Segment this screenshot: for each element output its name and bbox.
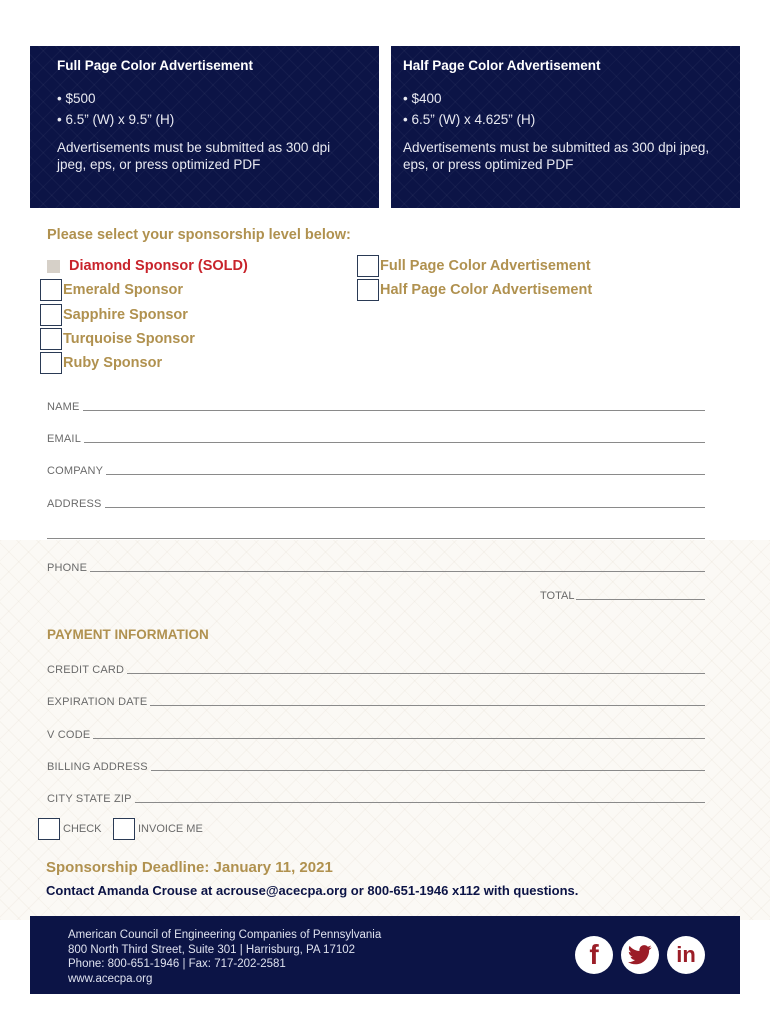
half-page-ad-size: • 6.5” (W) x 4.625” (H) <box>403 112 536 127</box>
option-label: Full Page Color Advertisement <box>380 258 591 274</box>
email-input-line[interactable] <box>84 442 705 443</box>
sponsorship-heading: Please select your sponsorship level below: <box>47 227 351 243</box>
vcode-input-line[interactable] <box>93 738 705 739</box>
expiration-field[interactable] <box>47 692 705 708</box>
option-full-page-ad[interactable] <box>357 255 591 277</box>
full-page-ad-size: • 6.5” (W) x 9.5” (H) <box>57 112 175 127</box>
option-label: INVOICE ME <box>138 823 203 835</box>
half-page-ad-note: Advertisements must be submitted as 300 dpi jpeg, eps, or press optimized PDF <box>403 140 710 172</box>
field-label: NAME <box>47 401 80 413</box>
field-label: EXPIRATION DATE <box>47 696 148 708</box>
field-label: COMPANY <box>47 465 104 477</box>
field-label: EMAIL <box>47 433 82 445</box>
check-checkbox[interactable] <box>38 818 60 840</box>
field-label: TOTAL <box>540 590 575 602</box>
field-label: ADDRESS <box>47 498 102 510</box>
invoice-checkbox[interactable] <box>113 818 135 840</box>
twitter-bird-icon <box>628 944 652 966</box>
company-field[interactable] <box>47 461 705 477</box>
option-diamond <box>43 255 248 277</box>
field-label: BILLING ADDRESS <box>47 761 148 773</box>
option-turquoise[interactable] <box>40 328 195 350</box>
half-page-ad-box <box>391 46 740 208</box>
field-label: V CODE <box>47 729 91 741</box>
option-invoice[interactable] <box>113 818 203 840</box>
footer <box>30 916 740 994</box>
company-input-line[interactable] <box>106 474 705 475</box>
payment-heading: PAYMENT INFORMATION <box>47 627 209 642</box>
name-input-line[interactable] <box>83 410 705 411</box>
half-page-ad-checkbox[interactable] <box>357 279 379 301</box>
half-page-ad-price: • $400 <box>403 91 442 106</box>
full-page-ad-price: • $500 <box>57 91 96 106</box>
facebook-icon[interactable]: f <box>575 936 613 974</box>
vcode-field[interactable] <box>47 725 705 741</box>
linkedin-icon[interactable]: in <box>667 936 705 974</box>
email-field[interactable] <box>47 429 705 445</box>
option-check[interactable] <box>38 818 102 840</box>
address-field[interactable] <box>47 494 705 510</box>
full-page-ad-title: Full Page Color Advertisement <box>57 58 254 73</box>
option-sapphire[interactable] <box>40 304 188 326</box>
option-label: Turquoise Sponsor <box>63 331 195 347</box>
credit-card-field[interactable] <box>47 660 705 676</box>
field-label: CREDIT CARD <box>47 664 125 676</box>
option-ruby[interactable] <box>40 352 162 374</box>
field-label: CITY STATE ZIP <box>47 793 132 805</box>
footer-org: American Council of Engineering Companies of Pennsylvania <box>68 929 382 941</box>
emerald-checkbox[interactable] <box>40 279 62 301</box>
phone-field[interactable] <box>47 558 705 574</box>
option-half-page-ad[interactable] <box>357 279 592 301</box>
footer-web[interactable]: www.acecpa.org <box>68 972 153 985</box>
billing-address-field[interactable] <box>47 757 705 773</box>
field-label: PHONE <box>47 562 88 574</box>
social-links <box>575 936 705 974</box>
footer-phone: Phone: 800-651-1946 | Fax: 717-202-2581 <box>68 958 286 970</box>
full-page-ad-box <box>30 46 379 208</box>
billing-input-line[interactable] <box>151 770 705 771</box>
option-label: CHECK <box>63 823 102 835</box>
address-line-2[interactable] <box>47 538 705 539</box>
full-page-ad-checkbox[interactable] <box>357 255 379 277</box>
option-label: Emerald Sponsor <box>63 282 184 298</box>
address-input-line[interactable] <box>105 507 705 508</box>
sapphire-checkbox[interactable] <box>40 304 62 326</box>
city-state-zip-field[interactable] <box>47 789 705 805</box>
ruby-checkbox[interactable] <box>40 352 62 374</box>
option-label: Half Page Color Advertisement <box>380 282 593 298</box>
full-page-ad-note: Advertisements must be submitted as 300 dpi jpeg, eps, or press optimized PDF <box>57 140 331 172</box>
option-label: Ruby Sponsor <box>63 355 163 371</box>
credit-card-input-line[interactable] <box>127 673 705 674</box>
option-label: Diamond Sponsor (SOLD) <box>69 258 248 274</box>
city-input-line[interactable] <box>135 802 705 803</box>
deadline-text: Sponsorship Deadline: January 11, 2021 <box>46 859 333 876</box>
half-page-ad-title: Half Page Color Advertisement <box>403 58 601 73</box>
name-field[interactable] <box>47 397 705 413</box>
total-input-line[interactable] <box>576 599 705 600</box>
expiration-input-line[interactable] <box>150 705 705 706</box>
turquoise-checkbox[interactable] <box>40 328 62 350</box>
option-emerald[interactable] <box>40 279 183 301</box>
option-label: Sapphire Sponsor <box>63 307 188 323</box>
contact-text: Contact Amanda Crouse at acrouse@acecpa.org or 800-651-1946 x112 with questions. <box>46 883 579 898</box>
footer-address: 800 North Third Street, Suite 301 | Harrisburg, PA 17102 <box>68 943 356 956</box>
phone-input-line[interactable] <box>90 571 705 572</box>
total-field[interactable] <box>540 590 705 602</box>
twitter-icon[interactable] <box>621 936 659 974</box>
sold-box <box>47 260 60 273</box>
